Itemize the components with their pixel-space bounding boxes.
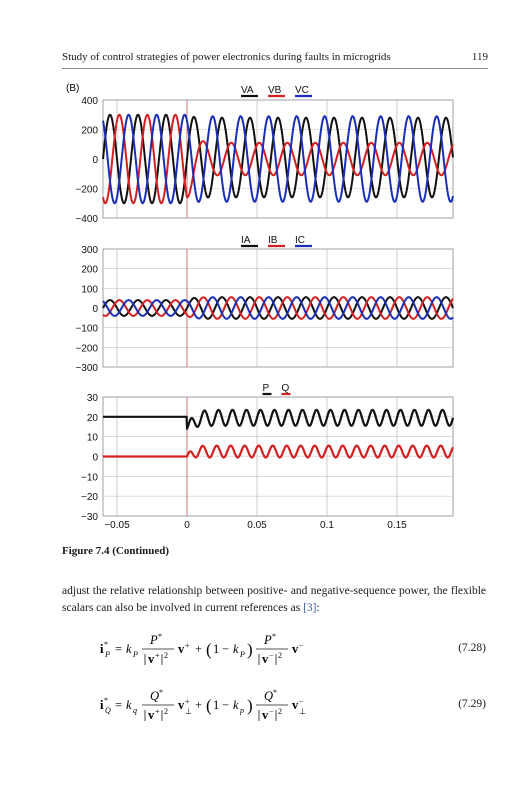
figure-caption: Figure 7.4 (Continued) xyxy=(62,545,170,557)
svg-text:2: 2 xyxy=(164,651,168,660)
legend-label: P xyxy=(262,383,270,394)
svg-text:1: 1 xyxy=(213,698,220,712)
y-tick-label: −30 xyxy=(81,512,98,523)
equation-number: (7.28) xyxy=(458,642,486,654)
page-number: 119 xyxy=(471,51,488,63)
svg-text:P: P xyxy=(133,650,138,659)
svg-text:=: = xyxy=(115,698,123,712)
svg-text:Q: Q xyxy=(150,689,160,703)
svg-text:v: v xyxy=(292,698,299,712)
svg-text:v: v xyxy=(178,642,185,656)
equation-7-29-formula xyxy=(92,684,392,728)
y-tick-label: 300 xyxy=(81,245,98,256)
svg-text:P: P xyxy=(150,633,158,647)
svg-text:k: k xyxy=(233,698,239,712)
y-tick-label: 0 xyxy=(92,452,98,464)
x-tick-label: 0.15 xyxy=(387,520,407,531)
y-tick-label: −400 xyxy=(75,214,98,225)
equation-7-29 xyxy=(62,684,488,728)
svg-text:+: + xyxy=(155,707,160,716)
equation-7-28 xyxy=(62,628,488,672)
svg-text:P: P xyxy=(105,650,110,659)
svg-text:=: = xyxy=(115,642,123,656)
svg-text:⊥: ⊥ xyxy=(299,707,306,716)
y-tick-label: 100 xyxy=(81,284,98,296)
legend-label: IA xyxy=(241,235,251,246)
panel-label: (B) xyxy=(66,83,80,94)
svg-text:1: 1 xyxy=(213,642,220,656)
svg-text:−: − xyxy=(222,642,230,656)
svg-text:−: − xyxy=(222,698,230,712)
svg-text:k: k xyxy=(233,642,239,656)
svg-text:(: ( xyxy=(206,640,212,659)
legend-label: Q xyxy=(281,383,290,394)
svg-text:*: * xyxy=(104,696,108,705)
y-tick-label: −200 xyxy=(75,343,98,355)
svg-text:2: 2 xyxy=(278,707,282,716)
equation-7-28-formula xyxy=(92,628,392,672)
svg-text:−: − xyxy=(299,697,304,706)
svg-text:i: i xyxy=(100,698,104,712)
paragraph-text: adjust the relative relationship between positive- and negative-sequence power, the flexible scalars can also be involved in current references as xyxy=(62,585,486,614)
svg-text:*: * xyxy=(273,688,277,697)
y-tick-label: −200 xyxy=(75,184,98,196)
y-tick-label: 0 xyxy=(92,155,98,166)
legend-label: VA xyxy=(241,85,254,96)
svg-text:v: v xyxy=(178,698,185,712)
svg-text:⊥: ⊥ xyxy=(185,707,192,716)
body-paragraph xyxy=(62,583,486,617)
svg-text:v: v xyxy=(262,708,269,722)
paragraph-end: : xyxy=(316,602,320,614)
svg-text:(: ( xyxy=(206,696,212,715)
y-tick-label: 10 xyxy=(86,432,98,444)
legend-label: IB xyxy=(268,235,278,246)
svg-text:P: P xyxy=(240,650,245,659)
svg-text:*: * xyxy=(159,688,163,697)
legend-label: IC xyxy=(295,235,305,246)
svg-text:Q: Q xyxy=(264,689,274,703)
svg-text:−: − xyxy=(269,707,274,716)
legend-label: VB xyxy=(268,85,282,96)
y-tick-label: −100 xyxy=(75,323,98,335)
y-tick-label: 0 xyxy=(92,304,98,315)
running-title: Study of control strategies of power electronics during faults in microgrids xyxy=(62,51,391,63)
x-tick-label: −0.05 xyxy=(104,520,130,531)
svg-text:*: * xyxy=(272,632,276,641)
svg-text:): ) xyxy=(247,696,253,715)
svg-text:v: v xyxy=(148,652,155,666)
x-tick-label: 0.1 xyxy=(320,520,334,531)
svg-text:): ) xyxy=(247,640,253,659)
y-tick-label: 400 xyxy=(81,96,98,107)
svg-text:2: 2 xyxy=(278,651,282,660)
svg-text:k: k xyxy=(126,642,132,656)
svg-text:Q: Q xyxy=(105,706,111,715)
svg-text:+: + xyxy=(155,651,160,660)
y-tick-label: 200 xyxy=(81,264,98,276)
x-tick-label: 0.05 xyxy=(247,520,267,531)
y-tick-label: 30 xyxy=(86,393,98,404)
svg-text:−: − xyxy=(269,651,274,660)
svg-text:k: k xyxy=(126,698,132,712)
svg-text:+: + xyxy=(185,697,190,706)
svg-text:v: v xyxy=(292,642,299,656)
y-tick-label: 20 xyxy=(86,412,98,424)
svg-text:*: * xyxy=(104,640,108,649)
y-tick-label: −300 xyxy=(75,363,98,374)
svg-text:i: i xyxy=(100,642,104,656)
svg-text:v: v xyxy=(148,708,155,722)
svg-text:*: * xyxy=(158,632,162,641)
svg-text:+: + xyxy=(195,698,203,712)
legend-label: VC xyxy=(295,85,309,96)
svg-text:P: P xyxy=(264,633,272,647)
citation-link[interactable]: [3] xyxy=(303,602,317,614)
svg-text:+: + xyxy=(185,641,190,650)
svg-text:2: 2 xyxy=(164,707,168,716)
y-tick-label: 200 xyxy=(81,125,98,137)
svg-text:−: − xyxy=(299,641,304,650)
x-tick-label: 0 xyxy=(184,520,190,531)
y-tick-label: −20 xyxy=(81,492,98,504)
svg-text:p: p xyxy=(240,706,244,715)
svg-text:q: q xyxy=(133,706,137,715)
y-tick-label: −10 xyxy=(81,472,98,484)
svg-text:v: v xyxy=(262,652,269,666)
svg-text:+: + xyxy=(195,642,203,656)
equation-number: (7.29) xyxy=(458,698,486,710)
